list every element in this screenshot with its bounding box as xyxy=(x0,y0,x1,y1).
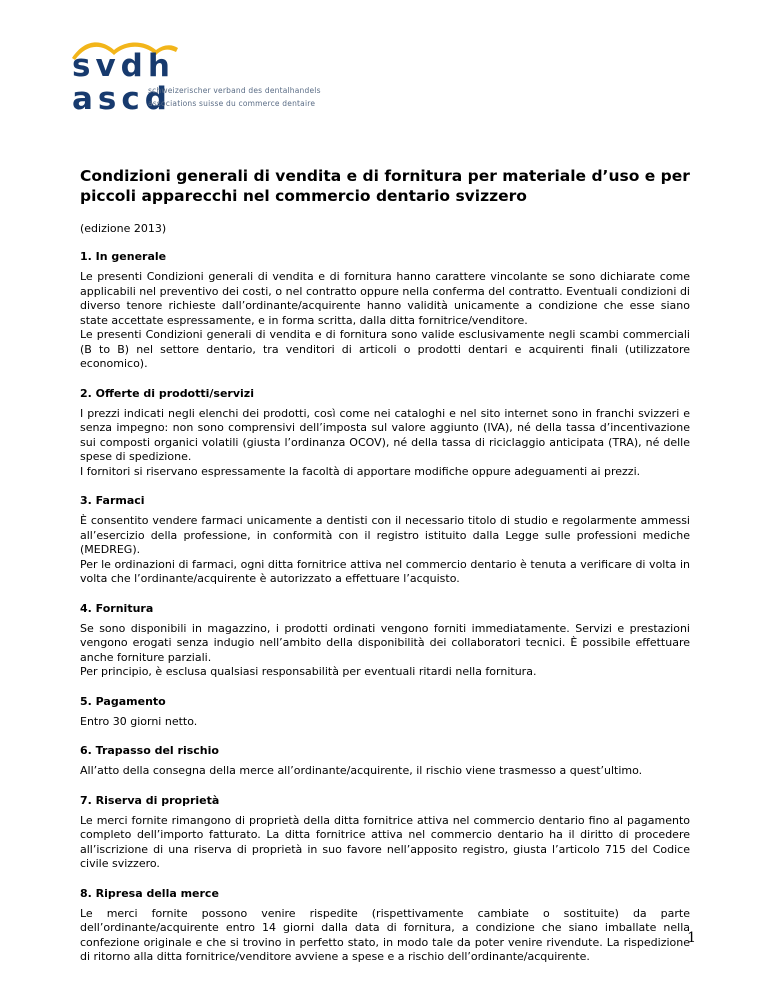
section-paragraph: Le merci fornite possono venire rispedite (rispettivamente cambiate o sostituite) da parte dell’ordinante/acquirente entro 14 giorni dalla data di fornitura, a condizione che siano imballate nella confezione originale e che si trovino in perfetto stato, in modo tale da poter venire rivendute. La rispedizione di ritorno alla ditta fornitrice/venditore avviene a spese e a rischio dell’ordinante/acquirente. xyxy=(80,906,690,963)
section-heading: 2. Offerte di prodotti/servizi xyxy=(80,386,254,400)
section-paragraph: Per principio, è esclusa qualsiasi responsabilità per eventuali ritardi nella fornitura. xyxy=(80,665,537,678)
section-paragraph: All’atto della consegna della merce all’ordinante/acquirente, il rischio viene trasmesso a quest’ultimo. xyxy=(80,764,643,777)
logo-line-svdh: svdh xyxy=(72,48,175,84)
section-paragraph: Le presenti Condizioni generali di vendita e di fornitura hanno carattere vincolante se sono dichiarate come applicabili nel preventivo dei costi, o nel contratto oppure nella conferma del contratto. Eventuali condizioni di diverso tenore richieste dall’ordinante/acquirente hanno validità unicamente a condizione che esse siano state accettate espressamente, e in forma scritta, dalla ditta fornitrice/venditore. xyxy=(80,270,690,327)
section-trapasso-rischio xyxy=(80,743,690,779)
section-paragraph: Se sono disponibili in magazzino, i prodotti ordinati vengono forniti immediatamente. Servizi e prestazioni vengono erogati senza indugio nell’ambito della disponibilità dei collaboratori tecnici. È possibile effettuare anche forniture parziali. xyxy=(80,621,690,664)
association-logo xyxy=(60,36,480,120)
section-heading: 5. Pagamento xyxy=(80,694,166,708)
section-offerte xyxy=(80,386,690,480)
section-in-generale xyxy=(80,249,690,372)
section-paragraph: Le presenti Condizioni generali di vendita e di fornitura sono valide esclusivamente negli scambi commerciali (B to B) nel settore dentario, tra venditori di articoli o prodotti dentari e acquirenti finali (utilizzatore economico). xyxy=(80,328,690,370)
section-heading: 3. Farmaci xyxy=(80,494,145,507)
section-paragraph: Le merci fornite rimangono di proprietà della ditta fornitrice attiva nel commercio dentario fino al pagamento completo dell’importo fatturato. La ditta fornitrice attiva nel commercio dentario ha il diritto di procedere all’iscrizione di una riserva di proprietà in suo favore nell’apposito registro, giusta l’articolo 715 del Codice civile svizzero. xyxy=(80,813,690,870)
section-heading: 7. Riserva di proprietà xyxy=(80,793,220,807)
document-body xyxy=(80,166,690,979)
document-edition: (edizione 2013) xyxy=(80,222,167,235)
document-title: Condizioni generali di vendita e di fornitura per materiale d’uso e per piccoli apparecchi nel commercio dentario svizzero xyxy=(80,167,690,205)
section-riserva-proprieta xyxy=(80,793,690,872)
section-ripresa-merce xyxy=(80,886,690,965)
logo-tagline xyxy=(148,84,321,110)
section-paragraph: Entro 30 giorni netto. xyxy=(80,714,198,728)
section-heading: 4. Fornitura xyxy=(80,601,154,615)
section-heading: 8. Ripresa della merce xyxy=(80,886,219,900)
section-heading: 1. In generale xyxy=(80,250,167,263)
section-paragraph: Per le ordinazioni di farmaci, ogni ditta fornitrice attiva nel commercio dentario è tenuta a verificare di volta in volta che l’ordinante/acquirente è autorizzato a effettuare l’acquisto. xyxy=(80,557,690,585)
org-name-fr: associations suisse du commerce dentaire xyxy=(148,99,316,108)
section-heading: 6. Trapasso del rischio xyxy=(80,744,219,757)
section-fornitura xyxy=(80,601,690,680)
section-farmaci xyxy=(80,493,690,587)
section-paragraph: I fornitori si riservano espressamente la facoltà di apportare modifiche oppure adeguamenti ai prezzi. xyxy=(80,464,641,478)
page-number: 1 xyxy=(687,930,696,946)
org-name-de: schweizerischer verband des dentalhandels xyxy=(148,86,321,95)
logo-line-ascd: ascd xyxy=(72,81,172,117)
section-paragraph: È consentito vendere farmaci unicamente a dentisti con il necessario titolo di studio e regolarmente ammessi all’esercizio della professione, in conformità con il registro istituito dalla Legge sulle professioni mediche (MEDREG). xyxy=(80,514,690,556)
section-pagamento xyxy=(80,694,690,730)
section-paragraph: I prezzi indicati negli elenchi dei prodotti, così come nei cataloghi e nel sito internet sono in franchi svizzeri e senza impegno: non sono comprensivi dell’imposta sul valore aggiunto (IVA), né della tassa d’incentivazione sui composti organici volatili (giusta l’ordinanza OCOV), né della tassa di riciclaggio anticipata (TRA), né delle spese di spedizione. xyxy=(80,406,690,463)
